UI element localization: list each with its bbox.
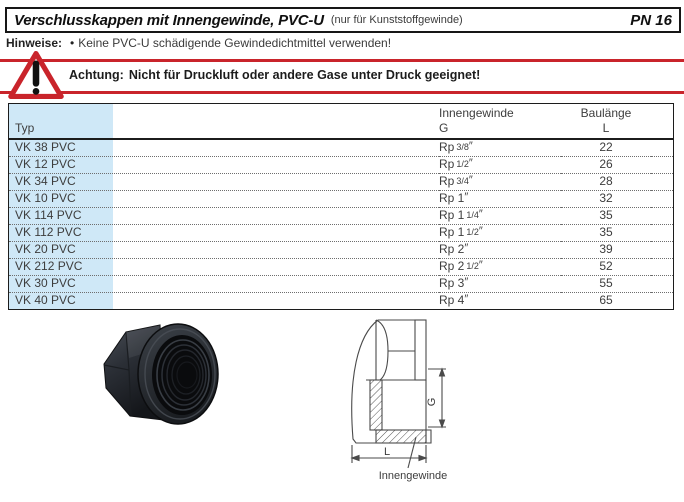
thread-size-main: Rp 1 bbox=[439, 208, 465, 223]
table-row bbox=[9, 157, 673, 174]
thread-size-unit: ″ bbox=[478, 208, 483, 221]
cell-spacer bbox=[651, 259, 673, 276]
spec-table bbox=[8, 103, 674, 310]
table-row bbox=[9, 208, 673, 225]
title-bar bbox=[5, 7, 681, 33]
page-title: Verschlusskappen mit Innengewinde, PVC-U bbox=[14, 11, 324, 29]
cell-spacer bbox=[651, 191, 673, 208]
cell-length: 35 bbox=[561, 225, 651, 242]
cell-typ: VK 10 PVC bbox=[9, 191, 439, 208]
cell-typ: VK 38 PVC bbox=[9, 139, 439, 157]
cell-spacer bbox=[651, 225, 673, 242]
thread-size-unit: ″ bbox=[468, 174, 473, 187]
spec-table-body bbox=[9, 139, 673, 309]
cell-length: 32 bbox=[561, 191, 651, 208]
cell-spacer bbox=[651, 174, 673, 191]
cell-typ: VK 114 PVC bbox=[9, 208, 439, 225]
table-row bbox=[9, 276, 673, 293]
thread-size-unit: ″ bbox=[478, 225, 483, 238]
thread-size-main: Rp 1 bbox=[439, 225, 465, 240]
thread-size-main: Rp 3 bbox=[439, 276, 465, 291]
dim-l-label: L bbox=[383, 446, 391, 458]
warning-text-row bbox=[69, 68, 480, 82]
hinweise-row bbox=[6, 36, 391, 50]
warning-rule-bottom bbox=[0, 91, 684, 94]
pressure-rating-badge: PN 16 bbox=[630, 11, 672, 29]
column-header-innengewinde bbox=[439, 104, 561, 139]
cell-thread-size bbox=[439, 174, 561, 191]
cell-spacer bbox=[651, 276, 673, 293]
thread-size-main: Rp bbox=[439, 140, 455, 155]
warning-label: Achtung: bbox=[69, 68, 124, 82]
thread-size-main: Rp bbox=[439, 157, 455, 172]
cell-thread-size bbox=[439, 157, 561, 174]
cell-thread-size bbox=[439, 139, 561, 157]
cell-length: 26 bbox=[561, 157, 651, 174]
product-photo bbox=[96, 320, 230, 434]
hinweise-label: Hinweise: bbox=[6, 36, 63, 50]
cell-typ: VK 12 PVC bbox=[9, 157, 439, 174]
hinweise-text: Keine PVC-U schädigende Gewindedichtmittel verwenden! bbox=[78, 36, 392, 50]
bullet-icon: • bbox=[70, 36, 75, 50]
cell-typ: VK 30 PVC bbox=[9, 276, 439, 293]
cell-length: 52 bbox=[561, 259, 651, 276]
cell-thread-size bbox=[439, 259, 561, 276]
cell-thread-size bbox=[439, 191, 561, 208]
drawing-section-wall bbox=[370, 380, 382, 430]
thread-size-unit: ″ bbox=[464, 191, 469, 204]
thread-size-main: Rp 2 bbox=[439, 242, 465, 257]
column-header-baulaenge-line2: L bbox=[602, 120, 610, 135]
table-header-row bbox=[9, 104, 673, 139]
table-row bbox=[9, 191, 673, 208]
cell-thread-size bbox=[439, 242, 561, 259]
thread-size-main: Rp bbox=[439, 174, 455, 189]
thread-size-main: Rp 2 bbox=[439, 259, 465, 274]
column-header-innengewinde-line1: Innengewinde bbox=[439, 105, 514, 120]
thread-size-unit: ″ bbox=[468, 157, 473, 170]
thread-size-unit: ″ bbox=[464, 276, 469, 289]
thread-size-main: Rp 4 bbox=[439, 293, 465, 308]
warning-triangle-icon bbox=[8, 49, 64, 101]
column-header-baulaenge bbox=[561, 104, 651, 139]
table-row bbox=[9, 225, 673, 242]
thread-size-unit: ″ bbox=[478, 259, 483, 272]
cell-spacer bbox=[651, 157, 673, 174]
thread-size-fraction: 3/4 bbox=[456, 176, 469, 187]
cell-thread-size bbox=[439, 225, 561, 242]
column-header-spacer bbox=[651, 104, 673, 139]
cell-length: 55 bbox=[561, 276, 651, 293]
cell-spacer bbox=[651, 242, 673, 259]
table-row bbox=[9, 242, 673, 259]
cell-spacer bbox=[651, 139, 673, 157]
column-header-baulaenge-line1: Baulänge bbox=[580, 105, 632, 120]
thread-size-unit: ″ bbox=[464, 242, 469, 255]
cell-spacer bbox=[651, 208, 673, 225]
cell-typ: VK 34 PVC bbox=[9, 174, 439, 191]
cell-length: 35 bbox=[561, 208, 651, 225]
table-row bbox=[9, 293, 673, 310]
drawing-section-bottom bbox=[376, 430, 426, 443]
cell-typ: VK 212 PVC bbox=[9, 259, 439, 276]
cell-typ: VK 40 PVC bbox=[15, 293, 76, 308]
cell-length: 22 bbox=[561, 139, 651, 157]
column-header-typ: Typ bbox=[9, 104, 439, 139]
thread-size-main: Rp 1 bbox=[439, 191, 465, 206]
cell-length: 39 bbox=[561, 242, 651, 259]
title-subtitle: (nur für Kunststoffgewinde) bbox=[330, 14, 463, 26]
cell-length: 65 bbox=[599, 293, 613, 308]
thread-size-fraction: 3/8 bbox=[456, 142, 469, 153]
thread-size-unit: ″ bbox=[464, 293, 469, 306]
cell-spacer bbox=[651, 293, 673, 310]
thread-size-fraction: 1/2 bbox=[466, 227, 479, 238]
cell-thread-size bbox=[439, 208, 561, 225]
table-row bbox=[9, 259, 673, 276]
column-header-innengewinde-line2: G bbox=[439, 120, 449, 135]
cell-typ: VK 20 PVC bbox=[9, 242, 439, 259]
dim-g-label: G bbox=[426, 397, 438, 407]
cell-length: 28 bbox=[561, 174, 651, 191]
cell-thread-size bbox=[439, 293, 561, 310]
warning-rule-top bbox=[0, 59, 684, 62]
cell-thread-size bbox=[439, 276, 561, 293]
warning-text: Nicht für Druckluft oder andere Gase unter Druck geeignet! bbox=[128, 68, 481, 82]
technical-drawing bbox=[338, 317, 498, 485]
table-row bbox=[9, 139, 673, 157]
table-row bbox=[9, 174, 673, 191]
thread-size-fraction: 1/2 bbox=[456, 159, 469, 170]
spec-table-grid bbox=[9, 104, 673, 309]
thread-size-fraction: 1/4 bbox=[466, 210, 479, 221]
thread-size-fraction: 1/2 bbox=[466, 261, 479, 272]
cell-typ: VK 112 PVC bbox=[9, 225, 439, 242]
thread-size-unit: ″ bbox=[468, 140, 473, 153]
thread-label: Innengewinde bbox=[378, 470, 448, 482]
